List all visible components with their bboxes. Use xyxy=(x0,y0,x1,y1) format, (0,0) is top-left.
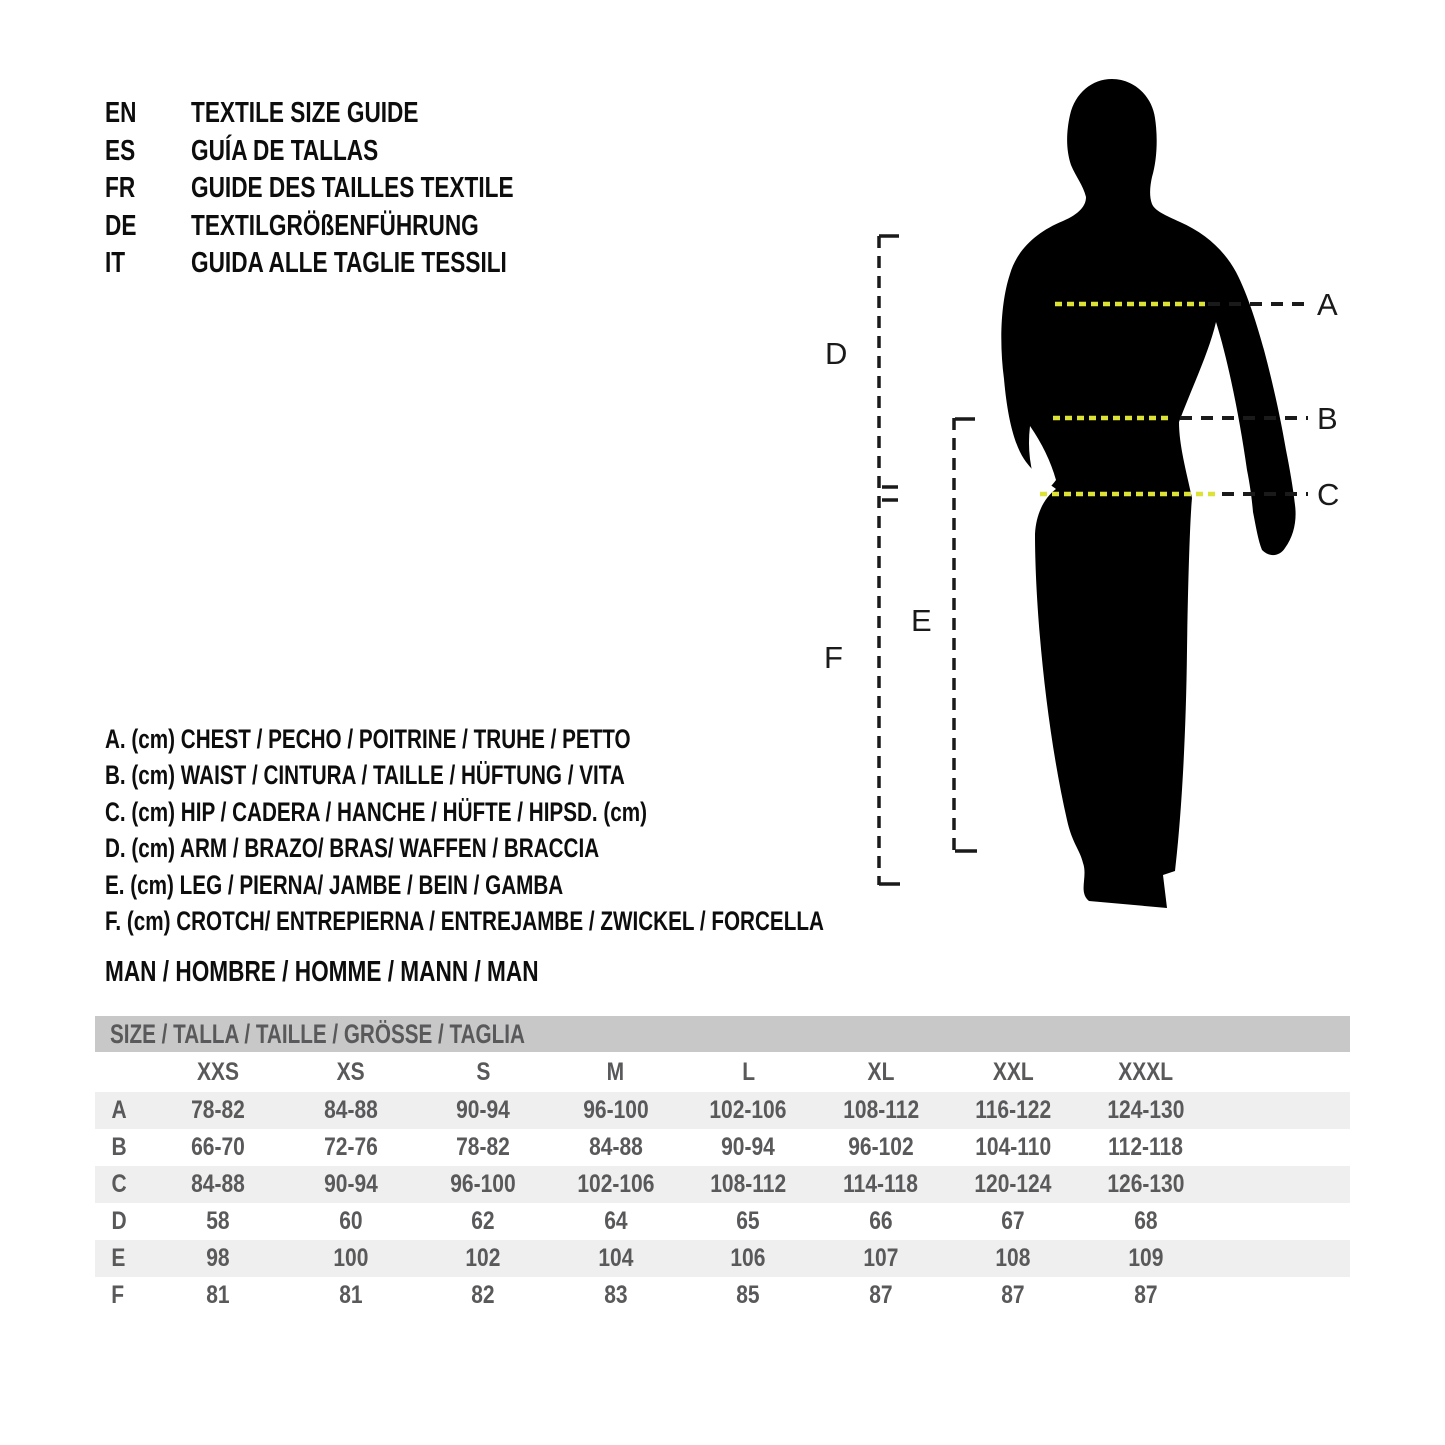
size-cell: 120-124 xyxy=(974,1170,1052,1198)
size-cell: 85 xyxy=(736,1281,760,1309)
size-cell: 112-118 xyxy=(1108,1133,1184,1161)
column-header: XXL xyxy=(992,1057,1034,1086)
legend-crotch xyxy=(105,903,1027,939)
row-label: D xyxy=(111,1207,127,1235)
legend-arm xyxy=(105,830,1027,866)
size-cell: 109 xyxy=(1128,1244,1164,1272)
size-cell: 84-88 xyxy=(588,1133,643,1161)
language-code: EN xyxy=(105,97,137,129)
legend-waist xyxy=(105,757,1027,793)
row-label: A xyxy=(111,1096,127,1124)
row-label: C xyxy=(111,1170,127,1198)
size-cell: 65 xyxy=(736,1207,760,1235)
size-cell: 90-94 xyxy=(323,1170,378,1198)
crotch-label: F xyxy=(824,640,843,675)
column-header: L xyxy=(741,1057,755,1086)
row-label: B xyxy=(111,1133,127,1161)
legend-text: D. (cm) ARM / BRAZO/ BRAS/ WAFFEN / BRACCIA xyxy=(105,833,600,864)
table-row-hip xyxy=(95,1166,1350,1203)
size-cell: 116-122 xyxy=(975,1096,1052,1124)
legend-text: C. (cm) HIP / CADERA / HANCHE / HÜFTE / HIPSD. (cm) xyxy=(105,796,648,827)
size-cell: 87 xyxy=(869,1281,893,1309)
size-table xyxy=(95,1016,1350,1314)
size-cell: 102-106 xyxy=(577,1170,655,1198)
size-cell: 107 xyxy=(863,1244,899,1272)
waist-label: B xyxy=(1317,401,1338,436)
size-table-header-bar xyxy=(95,1016,1350,1052)
size-cell: 82 xyxy=(471,1281,495,1309)
size-cell: 87 xyxy=(1001,1281,1025,1309)
row-label: E xyxy=(111,1244,126,1272)
category-line xyxy=(105,954,661,991)
size-cell: 90-94 xyxy=(456,1096,511,1124)
size-cell: 102 xyxy=(465,1244,501,1272)
size-cell: 106 xyxy=(730,1244,766,1272)
size-cell: 67 xyxy=(1001,1207,1025,1235)
size-cell: 100 xyxy=(333,1244,369,1272)
size-cell: 108-112 xyxy=(710,1170,787,1198)
size-cell: 108-112 xyxy=(842,1096,919,1124)
size-cell: 64 xyxy=(604,1207,628,1235)
size-cell: 72-76 xyxy=(323,1133,378,1161)
size-cell: 87 xyxy=(1134,1281,1158,1309)
column-header: S xyxy=(476,1057,491,1086)
size-table-column-header-row xyxy=(95,1052,1350,1092)
size-cell: 96-100 xyxy=(450,1170,516,1198)
size-table-header-text: SIZE / TALLA / TAILLE / GRÖSSE / TAGLIA xyxy=(110,1019,525,1049)
legend-hip xyxy=(105,794,1027,830)
size-cell: 83 xyxy=(604,1281,628,1309)
category-text: MAN / HOMBRE / HOMME / MANN / MAN xyxy=(105,956,539,988)
size-cell: 104 xyxy=(598,1244,634,1272)
size-cell: 68 xyxy=(1134,1207,1158,1235)
column-header: XL xyxy=(867,1057,895,1086)
size-cell: 126-130 xyxy=(1107,1170,1185,1198)
size-cell: 96-102 xyxy=(848,1133,914,1161)
size-cell: 66-70 xyxy=(191,1133,246,1161)
legend-text: E. (cm) LEG / PIERNA/ JAMBE / BEIN / GAMBA xyxy=(105,869,564,900)
language-code: ES xyxy=(105,134,136,167)
column-header: XS xyxy=(336,1057,365,1086)
table-row-chest xyxy=(95,1092,1350,1129)
language-code: IT xyxy=(105,247,126,279)
legend-text: F. (cm) CROTCH/ ENTREPIERNA / ENTREJAMBE / ZWICKEL / FORCELLA xyxy=(105,905,824,936)
language-code: FR xyxy=(105,172,136,204)
chest-label: A xyxy=(1317,287,1338,322)
table-row-waist xyxy=(95,1129,1350,1166)
guide-title: GUIDA ALLE TAGLIE TESSILI xyxy=(191,247,507,279)
size-cell: 78-82 xyxy=(456,1133,511,1161)
guide-title: TEXTILE SIZE GUIDE xyxy=(191,97,419,129)
guide-title: GUIDE DES TAILLES TEXTILE xyxy=(191,172,514,204)
size-cell: 90-94 xyxy=(721,1133,776,1161)
size-cell: 124-130 xyxy=(1107,1096,1185,1124)
row-label: F xyxy=(111,1281,125,1309)
column-header: XXS xyxy=(197,1057,240,1086)
measurement-legend xyxy=(105,721,1027,939)
guide-title: GUÍA DE TALLAS xyxy=(191,134,379,167)
size-cell: 84-88 xyxy=(323,1096,378,1124)
size-cell: 84-88 xyxy=(191,1170,246,1198)
column-header: XXXL xyxy=(1118,1057,1174,1086)
size-cell: 62 xyxy=(471,1207,495,1235)
size-cell: 98 xyxy=(206,1244,230,1272)
table-row-crotch xyxy=(95,1277,1350,1314)
table-row-arm xyxy=(95,1203,1350,1240)
guide-title: TEXTILGRÖßENFÜHRUNG xyxy=(191,209,479,242)
size-cell: 96-100 xyxy=(583,1096,649,1124)
size-cell: 81 xyxy=(206,1281,230,1309)
leg-label: E xyxy=(911,603,932,638)
size-cell: 114-118 xyxy=(843,1170,919,1198)
size-cell: 78-82 xyxy=(191,1096,246,1124)
legend-leg xyxy=(105,867,1027,903)
size-cell: 104-110 xyxy=(975,1133,1052,1161)
legend-chest xyxy=(105,721,1027,757)
size-cell: 66 xyxy=(869,1207,893,1235)
legend-text: B. (cm) WAIST / CINTURA / TAILLE / HÜFTUNG / VITA xyxy=(105,760,625,791)
hip-label: C xyxy=(1317,477,1340,512)
table-row-leg xyxy=(95,1240,1350,1277)
size-cell: 108 xyxy=(995,1244,1031,1272)
language-code: DE xyxy=(105,209,137,242)
legend-text: A. (cm) CHEST / PECHO / POITRINE / TRUHE / PETTO xyxy=(105,724,631,754)
size-cell: 81 xyxy=(339,1281,363,1309)
size-cell: 58 xyxy=(206,1207,230,1235)
column-header: M xyxy=(606,1057,625,1086)
arm-label: D xyxy=(825,336,848,371)
size-cell: 60 xyxy=(339,1207,363,1235)
size-cell: 102-106 xyxy=(709,1096,787,1124)
